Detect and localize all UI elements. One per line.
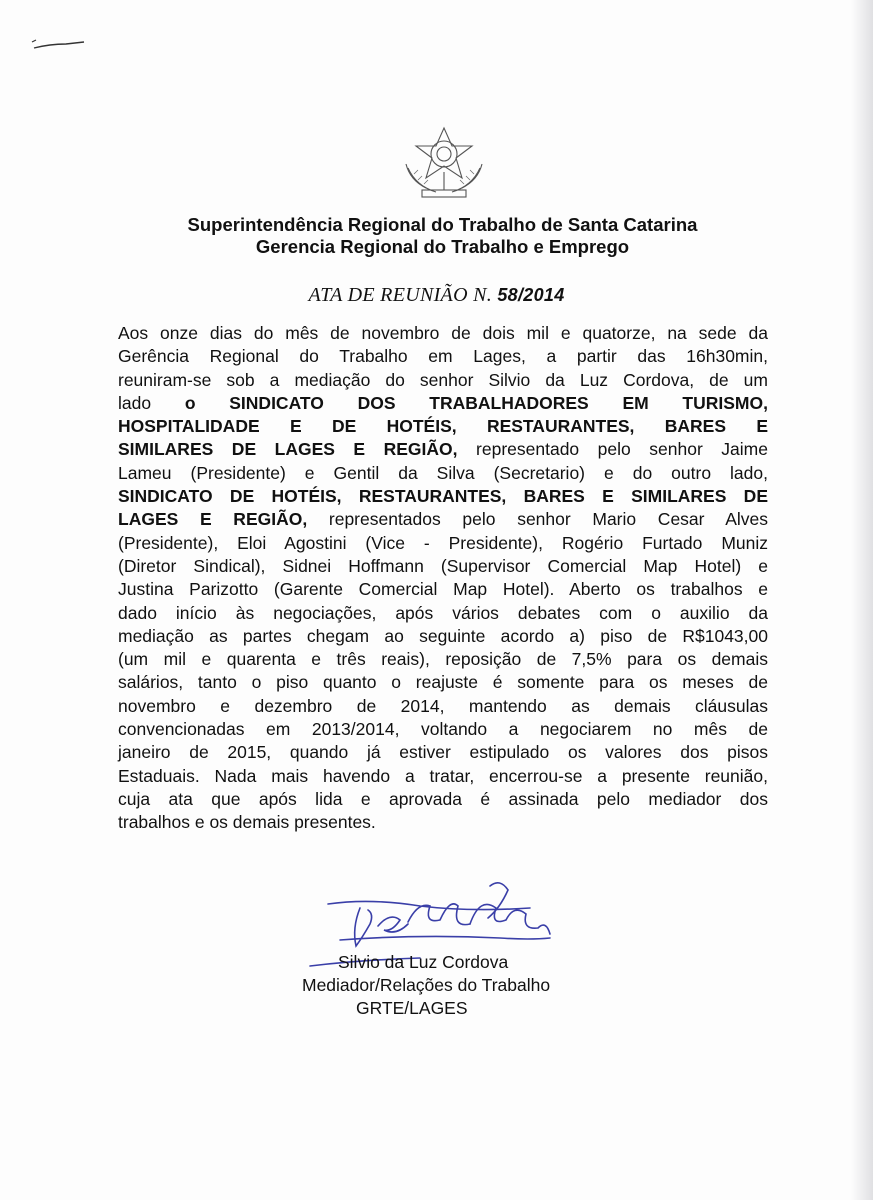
body-line (118, 555, 768, 578)
body-bold-text: SINDICATO DE HOTÉIS, RESTAURANTES, BARES E SIMILARES DE (118, 486, 768, 507)
body-line (118, 811, 768, 834)
body-text: mediação as partes chegam ao seguinte acordo a) piso de R$1043,00 (118, 625, 768, 646)
body-text: cuja ata que após lida e aprovada é assinada pelo mediador dos (118, 788, 768, 809)
body-line (118, 671, 768, 694)
body-text: Lameu (Presidente) e Gentil da Silva (Secretario) e do outro lado, (118, 462, 768, 483)
body-text: Justina Parizotto (Garente Comercial Map Hotel). Aberto os trabalhos e (118, 579, 768, 600)
body-line (118, 695, 768, 718)
title-prefix: ATA DE REUNIÃO N. (308, 284, 493, 306)
body-line (118, 369, 768, 392)
header-superintendencia: Superintendência Regional do Trabalho de Santa Catarina (187, 214, 698, 235)
body-line (118, 578, 768, 601)
body-line (118, 625, 768, 648)
body-text: representado pelo senhor Jaime (457, 439, 768, 460)
signer-office: GRTE/LAGES (356, 998, 468, 1018)
signer-role: Mediador/Relações do Trabalho (302, 975, 551, 995)
header-gerencia: Gerencia Regional do Trabalho e Emprego (255, 236, 630, 257)
body-line (118, 322, 768, 345)
body-text: Estaduais. Nada mais havendo a tratar, encerrou-se a presente reunião, (118, 765, 768, 786)
body-text: representados pelo senhor Mario Cesar Alves (307, 509, 768, 530)
scan-edge-shadow (851, 0, 873, 1200)
body-line (118, 718, 768, 741)
body-bold-text: LAGES E REGIÃO, (118, 509, 308, 530)
body-text: convencionadas em 2013/2014, voltando a negociarem no mês de (118, 719, 768, 740)
document-title (0, 284, 873, 307)
body-text: Gerência Regional do Trabalho em Lages, a partir das 16h30min, (118, 346, 768, 367)
body-line (118, 485, 768, 508)
body-text: (um mil e quarenta e três reais), reposição de 7,5% para os demais (118, 649, 768, 670)
title-number: 58/2014 (497, 285, 565, 305)
body-bold-text: o SINDICATO DOS TRABALHADORES EM TURISMO, (184, 392, 768, 413)
body-line (118, 741, 768, 764)
signer-name: Silvio da Luz Cordova (338, 952, 509, 972)
body-line (118, 765, 768, 788)
body-bold-text: HOSPITALIDADE E DE HOTÉIS, RESTAURANTES, BARES E (118, 416, 768, 437)
body-line (118, 508, 768, 531)
body-line (118, 532, 768, 555)
body-text: (Diretor Sindical), Sidnei Hoffmann (Supervisor Comercial Map Hotel) e (118, 555, 768, 576)
body-line (118, 648, 768, 671)
body-text: dado início às negociações, após vários debates com o auxilio da (118, 602, 768, 623)
body-line (118, 462, 768, 485)
pen-mark-icon (30, 34, 90, 54)
body-line (118, 392, 768, 415)
body-line (118, 438, 768, 461)
body-text: lado (118, 392, 185, 413)
body-bold-text: SIMILARES DE LAGES E REGIÃO, (118, 439, 458, 460)
body-text: salários, tanto o piso quanto o reajuste é somente para os meses de (118, 672, 768, 693)
minutes-body (118, 322, 768, 835)
body-text: janeiro de 2015, quando já estiver estipulado os valores dos pisos (118, 742, 768, 763)
body-line (118, 415, 768, 438)
body-text: (Presidente), Eloi Agostini (Vice - Presidente), Rogério Furtado Muniz (118, 532, 768, 553)
body-text: Aos onze dias do mês de novembro de dois mil e quatorze, na sede da (118, 323, 768, 343)
body-text: novembro e dezembro de 2014, mantendo as demais cláusulas (118, 695, 768, 716)
body-line (118, 345, 768, 368)
body-text: trabalhos e os demais presentes. (118, 812, 376, 833)
body-line (118, 788, 768, 811)
body-line (118, 602, 768, 625)
body-text: reuniram-se sob a mediação do senhor Silvio da Luz Cordova, de um (118, 369, 768, 390)
coat-of-arms-icon (396, 124, 492, 204)
